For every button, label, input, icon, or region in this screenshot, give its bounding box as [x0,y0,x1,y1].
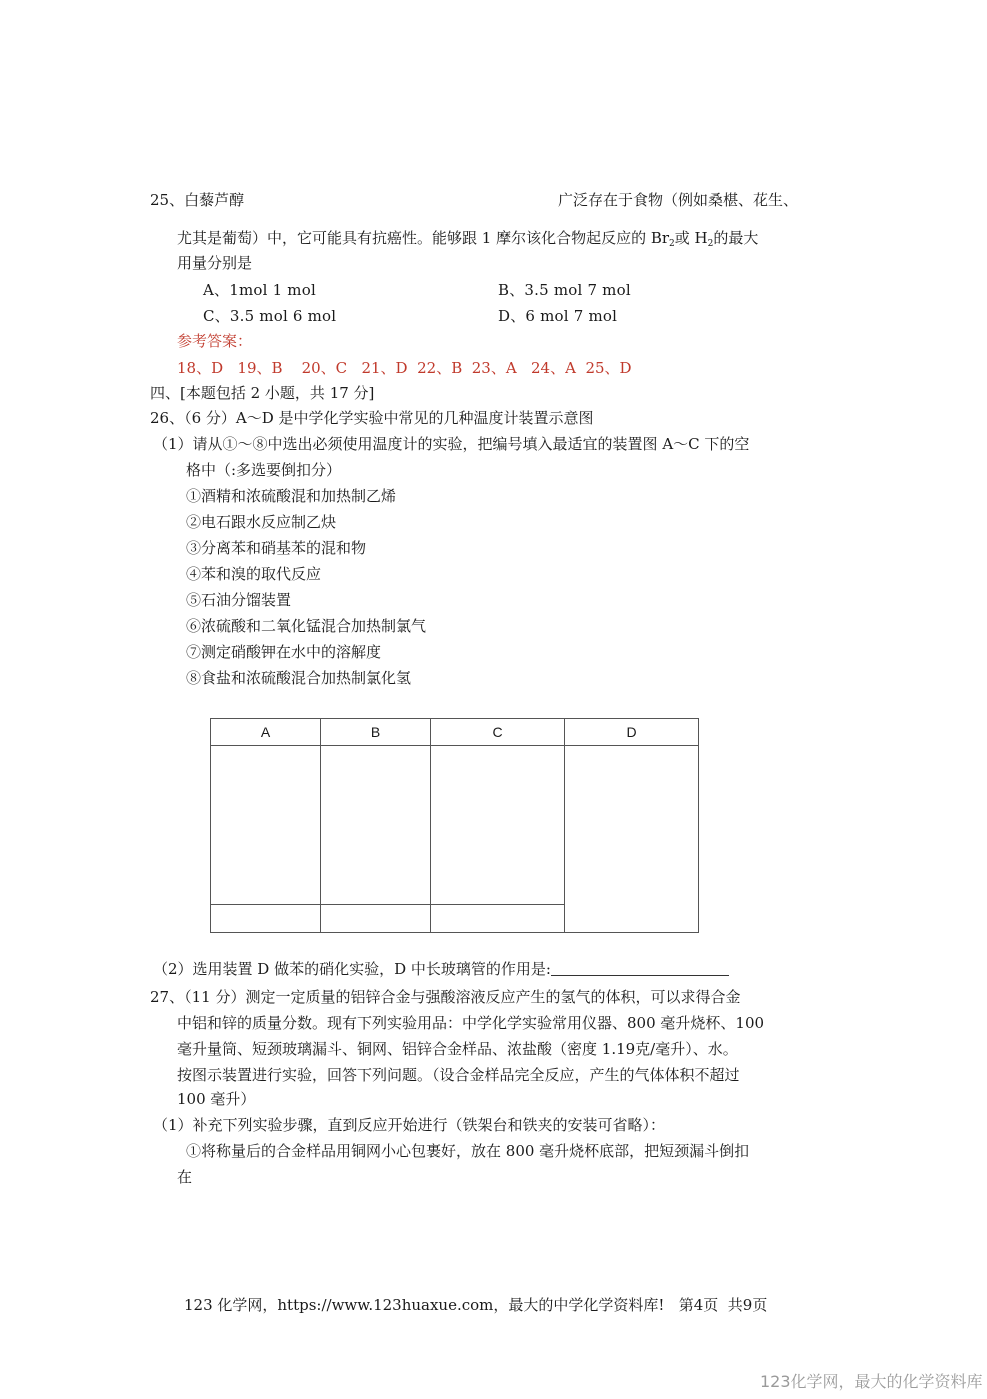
q26-item-1: ①酒精和浓硫酸混和加热制乙烯 [186,487,397,505]
q26-part2: （2）选用装置 D 做苯的硝化实验，D 中长玻璃管的作用是: [153,959,729,979]
site-watermark: 123化学网，最大的化学资料库 [760,1372,983,1391]
q27-part1: （1）补充下列实验步骤，直到反应开始进行（铁架台和铁夹的安装可省略）： [153,1116,666,1134]
diagram-cell-d [565,746,699,933]
q27-line4: 按图示装置进行实验，回答下列问题。（设合金样品完全反应，产生的气体体积不超过 [177,1066,740,1084]
q25-number-title: 25、白藜芦醇 [150,191,245,209]
diagram-cell-b [321,746,431,905]
q26-part2-answer-blank[interactable] [551,959,729,976]
diagram-cell-c [431,746,565,905]
answer-blank-a[interactable] [211,905,321,933]
q26-part1-line2: 格中（:多选要倒扣分） [186,461,342,479]
page-footer: 123 化学网，https://www.123huaxue.com，最大的中学化学资料库! 第4页 共9页 [184,1296,768,1314]
answer-line: 18、D 19、B 20、C 21、D 22、B 23、A 24、A 25、D [177,359,632,377]
q27-line2: 中铝和锌的质量分数。现有下列实验用品：中学化学实验常用仪器、800 毫升烧杯、100 [177,1014,765,1032]
answer-label: 参考答案： [177,332,253,350]
answer-blank-b[interactable] [321,905,431,933]
q25-line1-right: 广泛存在于食物（例如桑椹、花生、 [558,191,799,209]
q26-title: 26、（6 分）A～D 是中学化学实验中常见的几种温度计装置示意图 [150,409,594,427]
q25-line3: 用量分别是 [177,254,253,272]
q25-option-d: D、6 mol 7 mol [498,307,618,325]
q25-option-a: A、1mol 1 mol [203,281,316,299]
q25-option-c: C、3.5 mol 6 mol [203,307,337,325]
table-header-c: C [431,719,565,746]
q26-item-4: ④苯和溴的取代反应 [186,565,322,583]
q26-item-7: ⑦测定硝酸钾在水中的溶解度 [186,643,382,661]
q26-item-5: ⑤石油分馏装置 [186,591,292,609]
q26-part1-line1: （1）请从①～⑧中选出必须使用温度计的实验，把编号填入最适宜的装置图 A～C 下的空 [153,435,750,453]
q27-step1-line2: 在 [177,1168,193,1186]
answer-blank-c[interactable] [431,905,565,933]
q27-step1-line1: ①将称量后的合金样品用铜网小心包裹好，放在 800 毫升烧杯底部，把短颈漏斗倒扣 [186,1142,750,1160]
q25-line2: 尤其是葡萄）中，它可能具有抗癌性。能够跟 1 摩尔该化合物起反应的 $Br_2$或 $H_2$的最大 [177,229,759,249]
apparatus-answer-table [210,718,699,933]
q26-item-3: ③分离苯和硝基苯的混和物 [186,539,367,557]
q27-line5: 100 毫升） [177,1090,256,1108]
q26-item-8: ⑧食盐和浓硫酸混合加热制氯化氢 [186,669,412,687]
q26-item-6: ⑥浓硫酸和二氧化锰混合加热制氯气 [186,617,427,635]
q27-line3: 毫升量筒、短颈玻璃漏斗、铜网、铝锌合金样品、浓盐酸（密度 1.19克/毫升）、水。 [177,1040,738,1058]
q26-item-2: ②电石跟水反应制乙炔 [186,513,337,531]
q27-line1: 27、（11 分）测定一定质量的铝锌合金与强酸溶液反应产生的氢气的体积，可以求得合金 [150,988,741,1006]
table-header-d: D [565,719,699,746]
q25-option-b: B、3.5 mol 7 mol [498,281,631,299]
diagram-cell-a [211,746,321,905]
section-4-heading: 四、[本题包括 2 小题，共 17 分] [150,384,375,402]
table-header-a: A [211,719,321,746]
table-header-b: B [321,719,431,746]
